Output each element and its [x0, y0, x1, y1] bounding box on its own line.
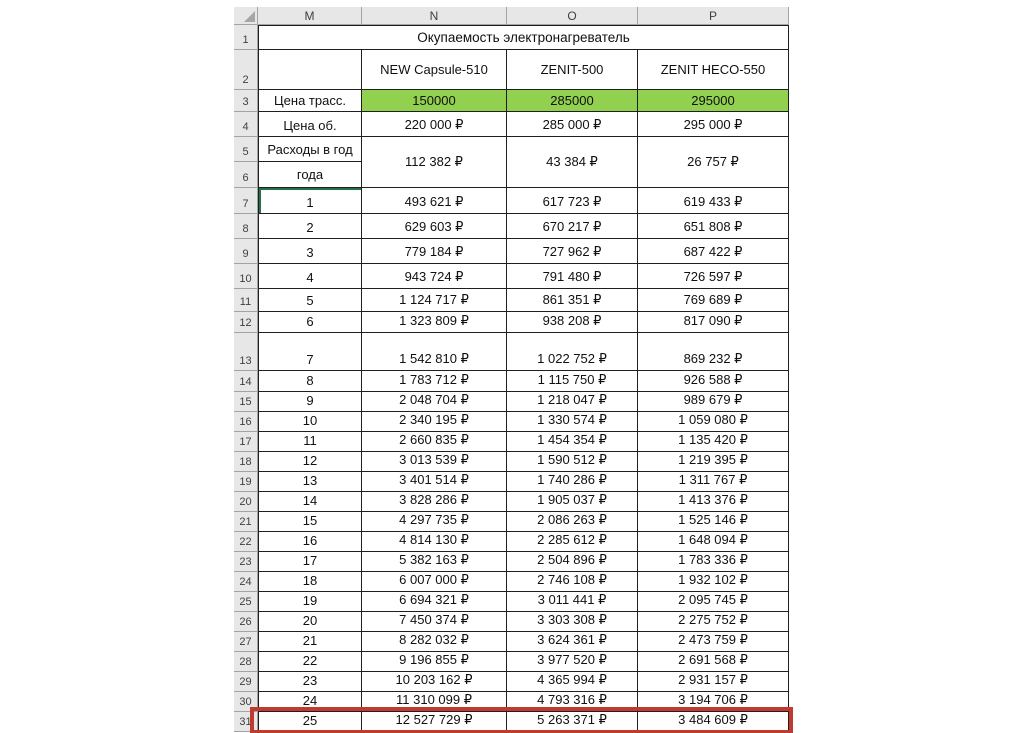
cell-year-M18[interactable]: 12 [258, 452, 362, 472]
cell-value-O12[interactable]: 938 208 ₽ [507, 312, 638, 333]
row-header-7[interactable]: 7 [234, 188, 258, 214]
cell-title[interactable]: Окупаемость электронагреватель [258, 25, 789, 50]
cell-year-M14[interactable]: 8 [258, 371, 362, 392]
row-header-28[interactable]: 28 [234, 652, 258, 672]
cell-value-O23[interactable]: 2 504 896 ₽ [507, 552, 638, 572]
cell-expenses-label-line2[interactable]: года [258, 162, 362, 188]
cell-year-M7[interactable]: 1 [258, 188, 362, 214]
cell-year-M17[interactable]: 11 [258, 432, 362, 452]
col-header-O[interactable]: O [507, 7, 638, 25]
cell-M2-empty[interactable] [258, 50, 362, 90]
cell-value-N18[interactable]: 3 013 539 ₽ [362, 452, 507, 472]
cell-year-M16[interactable]: 10 [258, 412, 362, 432]
cell-value-O15[interactable]: 1 218 047 ₽ [507, 392, 638, 412]
cell-value-P14[interactable]: 926 588 ₽ [638, 371, 789, 392]
cell-value-O28[interactable]: 3 977 520 ₽ [507, 652, 638, 672]
row-header-27[interactable]: 27 [234, 632, 258, 652]
cell-year-M23[interactable]: 17 [258, 552, 362, 572]
cell-expenses-value-2[interactable]: 43 384 ₽ [507, 137, 638, 188]
cell-value-O10[interactable]: 791 480 ₽ [507, 264, 638, 289]
cell-expenses-value-3[interactable]: 26 757 ₽ [638, 137, 789, 188]
cell-value-O22[interactable]: 2 285 612 ₽ [507, 532, 638, 552]
row-header-19[interactable]: 19 [234, 472, 258, 492]
row-header-23[interactable]: 23 [234, 552, 258, 572]
cell-value-P10[interactable]: 726 597 ₽ [638, 264, 789, 289]
cell-value-P11[interactable]: 769 689 ₽ [638, 289, 789, 312]
cell-year-M8[interactable]: 2 [258, 214, 362, 239]
cell-value-P28[interactable]: 2 691 568 ₽ [638, 652, 789, 672]
cell-value-N25[interactable]: 6 694 321 ₽ [362, 592, 507, 612]
cell-price-track-label[interactable]: Цена трасс. [258, 90, 362, 112]
cell-expenses-value-1[interactable]: 112 382 ₽ [362, 137, 507, 188]
cell-value-N28[interactable]: 9 196 855 ₽ [362, 652, 507, 672]
row-header-13[interactable]: 13 [234, 333, 258, 371]
cell-year-M9[interactable]: 3 [258, 239, 362, 264]
cell-value-P27[interactable]: 2 473 759 ₽ [638, 632, 789, 652]
cell-year-M26[interactable]: 20 [258, 612, 362, 632]
cell-value-O17[interactable]: 1 454 354 ₽ [507, 432, 638, 452]
cell-value-N13[interactable]: 1 542 810 ₽ [362, 333, 507, 371]
cell-value-N26[interactable]: 7 450 374 ₽ [362, 612, 507, 632]
cell-value-N17[interactable]: 2 660 835 ₽ [362, 432, 507, 452]
row-header-20[interactable]: 20 [234, 492, 258, 512]
cell-product-2[interactable]: ZENIT-500 [507, 50, 638, 90]
cell-price-equipment-label[interactable]: Цена об. [258, 112, 362, 137]
row-header-26[interactable]: 26 [234, 612, 258, 632]
row-header-9[interactable]: 9 [234, 239, 258, 264]
cell-value-N8[interactable]: 629 603 ₽ [362, 214, 507, 239]
cell-value-P15[interactable]: 989 679 ₽ [638, 392, 789, 412]
cell-value-O8[interactable]: 670 217 ₽ [507, 214, 638, 239]
cell-value-O9[interactable]: 727 962 ₽ [507, 239, 638, 264]
row-header-24[interactable]: 24 [234, 572, 258, 592]
cell-year-M31[interactable]: 25 [258, 712, 362, 732]
cell-value-O24[interactable]: 2 746 108 ₽ [507, 572, 638, 592]
cell-price-equipment-value-3[interactable]: 295 000 ₽ [638, 112, 789, 137]
cell-value-O13[interactable]: 1 022 752 ₽ [507, 333, 638, 371]
row-header-12[interactable]: 12 [234, 312, 258, 333]
row-header-14[interactable]: 14 [234, 371, 258, 392]
cell-year-M25[interactable]: 19 [258, 592, 362, 612]
cell-value-P13[interactable]: 869 232 ₽ [638, 333, 789, 371]
cell-year-M30[interactable]: 24 [258, 692, 362, 712]
row-header-5[interactable]: 5 [234, 137, 258, 162]
row-header-30[interactable]: 30 [234, 692, 258, 712]
row-header-25[interactable]: 25 [234, 592, 258, 612]
row-header-6[interactable]: 6 [234, 162, 258, 188]
cell-value-N10[interactable]: 943 724 ₽ [362, 264, 507, 289]
cell-year-M12[interactable]: 6 [258, 312, 362, 333]
cell-value-O21[interactable]: 2 086 263 ₽ [507, 512, 638, 532]
cell-value-P25[interactable]: 2 095 745 ₽ [638, 592, 789, 612]
cell-year-M19[interactable]: 13 [258, 472, 362, 492]
cell-year-M20[interactable]: 14 [258, 492, 362, 512]
cell-value-O26[interactable]: 3 303 308 ₽ [507, 612, 638, 632]
cell-value-P16[interactable]: 1 059 080 ₽ [638, 412, 789, 432]
cell-value-P29[interactable]: 2 931 157 ₽ [638, 672, 789, 692]
cell-value-N27[interactable]: 8 282 032 ₽ [362, 632, 507, 652]
cell-value-P24[interactable]: 1 932 102 ₽ [638, 572, 789, 592]
cell-value-P30[interactable]: 3 194 706 ₽ [638, 692, 789, 712]
cell-year-M28[interactable]: 22 [258, 652, 362, 672]
cell-value-P26[interactable]: 2 275 752 ₽ [638, 612, 789, 632]
cell-value-N20[interactable]: 3 828 286 ₽ [362, 492, 507, 512]
cell-value-O18[interactable]: 1 590 512 ₽ [507, 452, 638, 472]
cell-product-1[interactable]: NEW Capsule-510 [362, 50, 507, 90]
cell-price-track-value-1[interactable]: 150000 [362, 90, 507, 112]
cell-year-M27[interactable]: 21 [258, 632, 362, 652]
cell-year-M13[interactable]: 7 [258, 333, 362, 371]
cell-value-O30[interactable]: 4 793 316 ₽ [507, 692, 638, 712]
cell-value-P7[interactable]: 619 433 ₽ [638, 188, 789, 214]
cell-value-N16[interactable]: 2 340 195 ₽ [362, 412, 507, 432]
col-header-N[interactable]: N [362, 7, 507, 25]
row-header-22[interactable]: 22 [234, 532, 258, 552]
cell-value-P20[interactable]: 1 413 376 ₽ [638, 492, 789, 512]
cell-value-P17[interactable]: 1 135 420 ₽ [638, 432, 789, 452]
row-header-31[interactable]: 31 [234, 712, 258, 732]
cell-value-P21[interactable]: 1 525 146 ₽ [638, 512, 789, 532]
cell-value-N12[interactable]: 1 323 809 ₽ [362, 312, 507, 333]
cell-price-equipment-value-1[interactable]: 220 000 ₽ [362, 112, 507, 137]
col-header-P[interactable]: P [638, 7, 789, 25]
select-all-corner[interactable] [234, 7, 258, 25]
cell-value-P8[interactable]: 651 808 ₽ [638, 214, 789, 239]
row-header-3[interactable]: 3 [234, 90, 258, 112]
cell-value-O27[interactable]: 3 624 361 ₽ [507, 632, 638, 652]
cell-year-M10[interactable]: 4 [258, 264, 362, 289]
row-header-29[interactable]: 29 [234, 672, 258, 692]
row-header-11[interactable]: 11 [234, 289, 258, 312]
row-header-1[interactable]: 1 [234, 25, 258, 50]
cell-value-P22[interactable]: 1 648 094 ₽ [638, 532, 789, 552]
cell-value-O31[interactable]: 5 263 371 ₽ [507, 712, 638, 732]
cell-value-P23[interactable]: 1 783 336 ₽ [638, 552, 789, 572]
cell-value-N14[interactable]: 1 783 712 ₽ [362, 371, 507, 392]
cell-value-O11[interactable]: 861 351 ₽ [507, 289, 638, 312]
row-header-15[interactable]: 15 [234, 392, 258, 412]
row-header-10[interactable]: 10 [234, 264, 258, 289]
cell-value-N29[interactable]: 10 203 162 ₽ [362, 672, 507, 692]
cell-year-M22[interactable]: 16 [258, 532, 362, 552]
cell-value-O14[interactable]: 1 115 750 ₽ [507, 371, 638, 392]
row-header-2[interactable]: 2 [234, 50, 258, 90]
cell-value-P31[interactable]: 3 484 609 ₽ [638, 712, 789, 732]
cell-value-N15[interactable]: 2 048 704 ₽ [362, 392, 507, 412]
cell-value-O29[interactable]: 4 365 994 ₽ [507, 672, 638, 692]
select-all-triangle-icon [244, 11, 255, 22]
cell-value-P9[interactable]: 687 422 ₽ [638, 239, 789, 264]
cell-value-N24[interactable]: 6 007 000 ₽ [362, 572, 507, 592]
cell-value-O7[interactable]: 617 723 ₽ [507, 188, 638, 214]
cell-value-P12[interactable]: 817 090 ₽ [638, 312, 789, 333]
cell-price-track-value-3[interactable]: 295000 [638, 90, 789, 112]
row-header-4[interactable]: 4 [234, 112, 258, 137]
row-header-8[interactable]: 8 [234, 214, 258, 239]
cell-price-track-value-2[interactable]: 285000 [507, 90, 638, 112]
row-header-16[interactable]: 16 [234, 412, 258, 432]
cell-value-N21[interactable]: 4 297 735 ₽ [362, 512, 507, 532]
row-header-21[interactable]: 21 [234, 512, 258, 532]
cell-value-P19[interactable]: 1 311 767 ₽ [638, 472, 789, 492]
cell-year-M24[interactable]: 18 [258, 572, 362, 592]
cell-value-N30[interactable]: 11 310 099 ₽ [362, 692, 507, 712]
cell-value-N31[interactable]: 12 527 729 ₽ [362, 712, 507, 732]
cell-expenses-label-line1[interactable]: Расходы в год [258, 137, 362, 162]
cell-value-O20[interactable]: 1 905 037 ₽ [507, 492, 638, 512]
cell-value-O16[interactable]: 1 330 574 ₽ [507, 412, 638, 432]
cell-year-M21[interactable]: 15 [258, 512, 362, 532]
col-header-M[interactable]: M [258, 7, 362, 25]
cell-value-N19[interactable]: 3 401 514 ₽ [362, 472, 507, 492]
cell-value-N9[interactable]: 779 184 ₽ [362, 239, 507, 264]
cell-value-N7[interactable]: 493 621 ₽ [362, 188, 507, 214]
cell-year-M11[interactable]: 5 [258, 289, 362, 312]
cell-year-M15[interactable]: 9 [258, 392, 362, 412]
cell-product-3[interactable]: ZENIT HECO-550 [638, 50, 789, 90]
cell-value-O19[interactable]: 1 740 286 ₽ [507, 472, 638, 492]
excel-grid [234, 7, 789, 732]
cell-value-N11[interactable]: 1 124 717 ₽ [362, 289, 507, 312]
cell-value-O25[interactable]: 3 011 441 ₽ [507, 592, 638, 612]
cell-value-P18[interactable]: 1 219 395 ₽ [638, 452, 789, 472]
row-header-18[interactable]: 18 [234, 452, 258, 472]
cell-value-N22[interactable]: 4 814 130 ₽ [362, 532, 507, 552]
row-header-17[interactable]: 17 [234, 432, 258, 452]
cell-value-N23[interactable]: 5 382 163 ₽ [362, 552, 507, 572]
cell-price-equipment-value-2[interactable]: 285 000 ₽ [507, 112, 638, 137]
cell-year-M29[interactable]: 23 [258, 672, 362, 692]
